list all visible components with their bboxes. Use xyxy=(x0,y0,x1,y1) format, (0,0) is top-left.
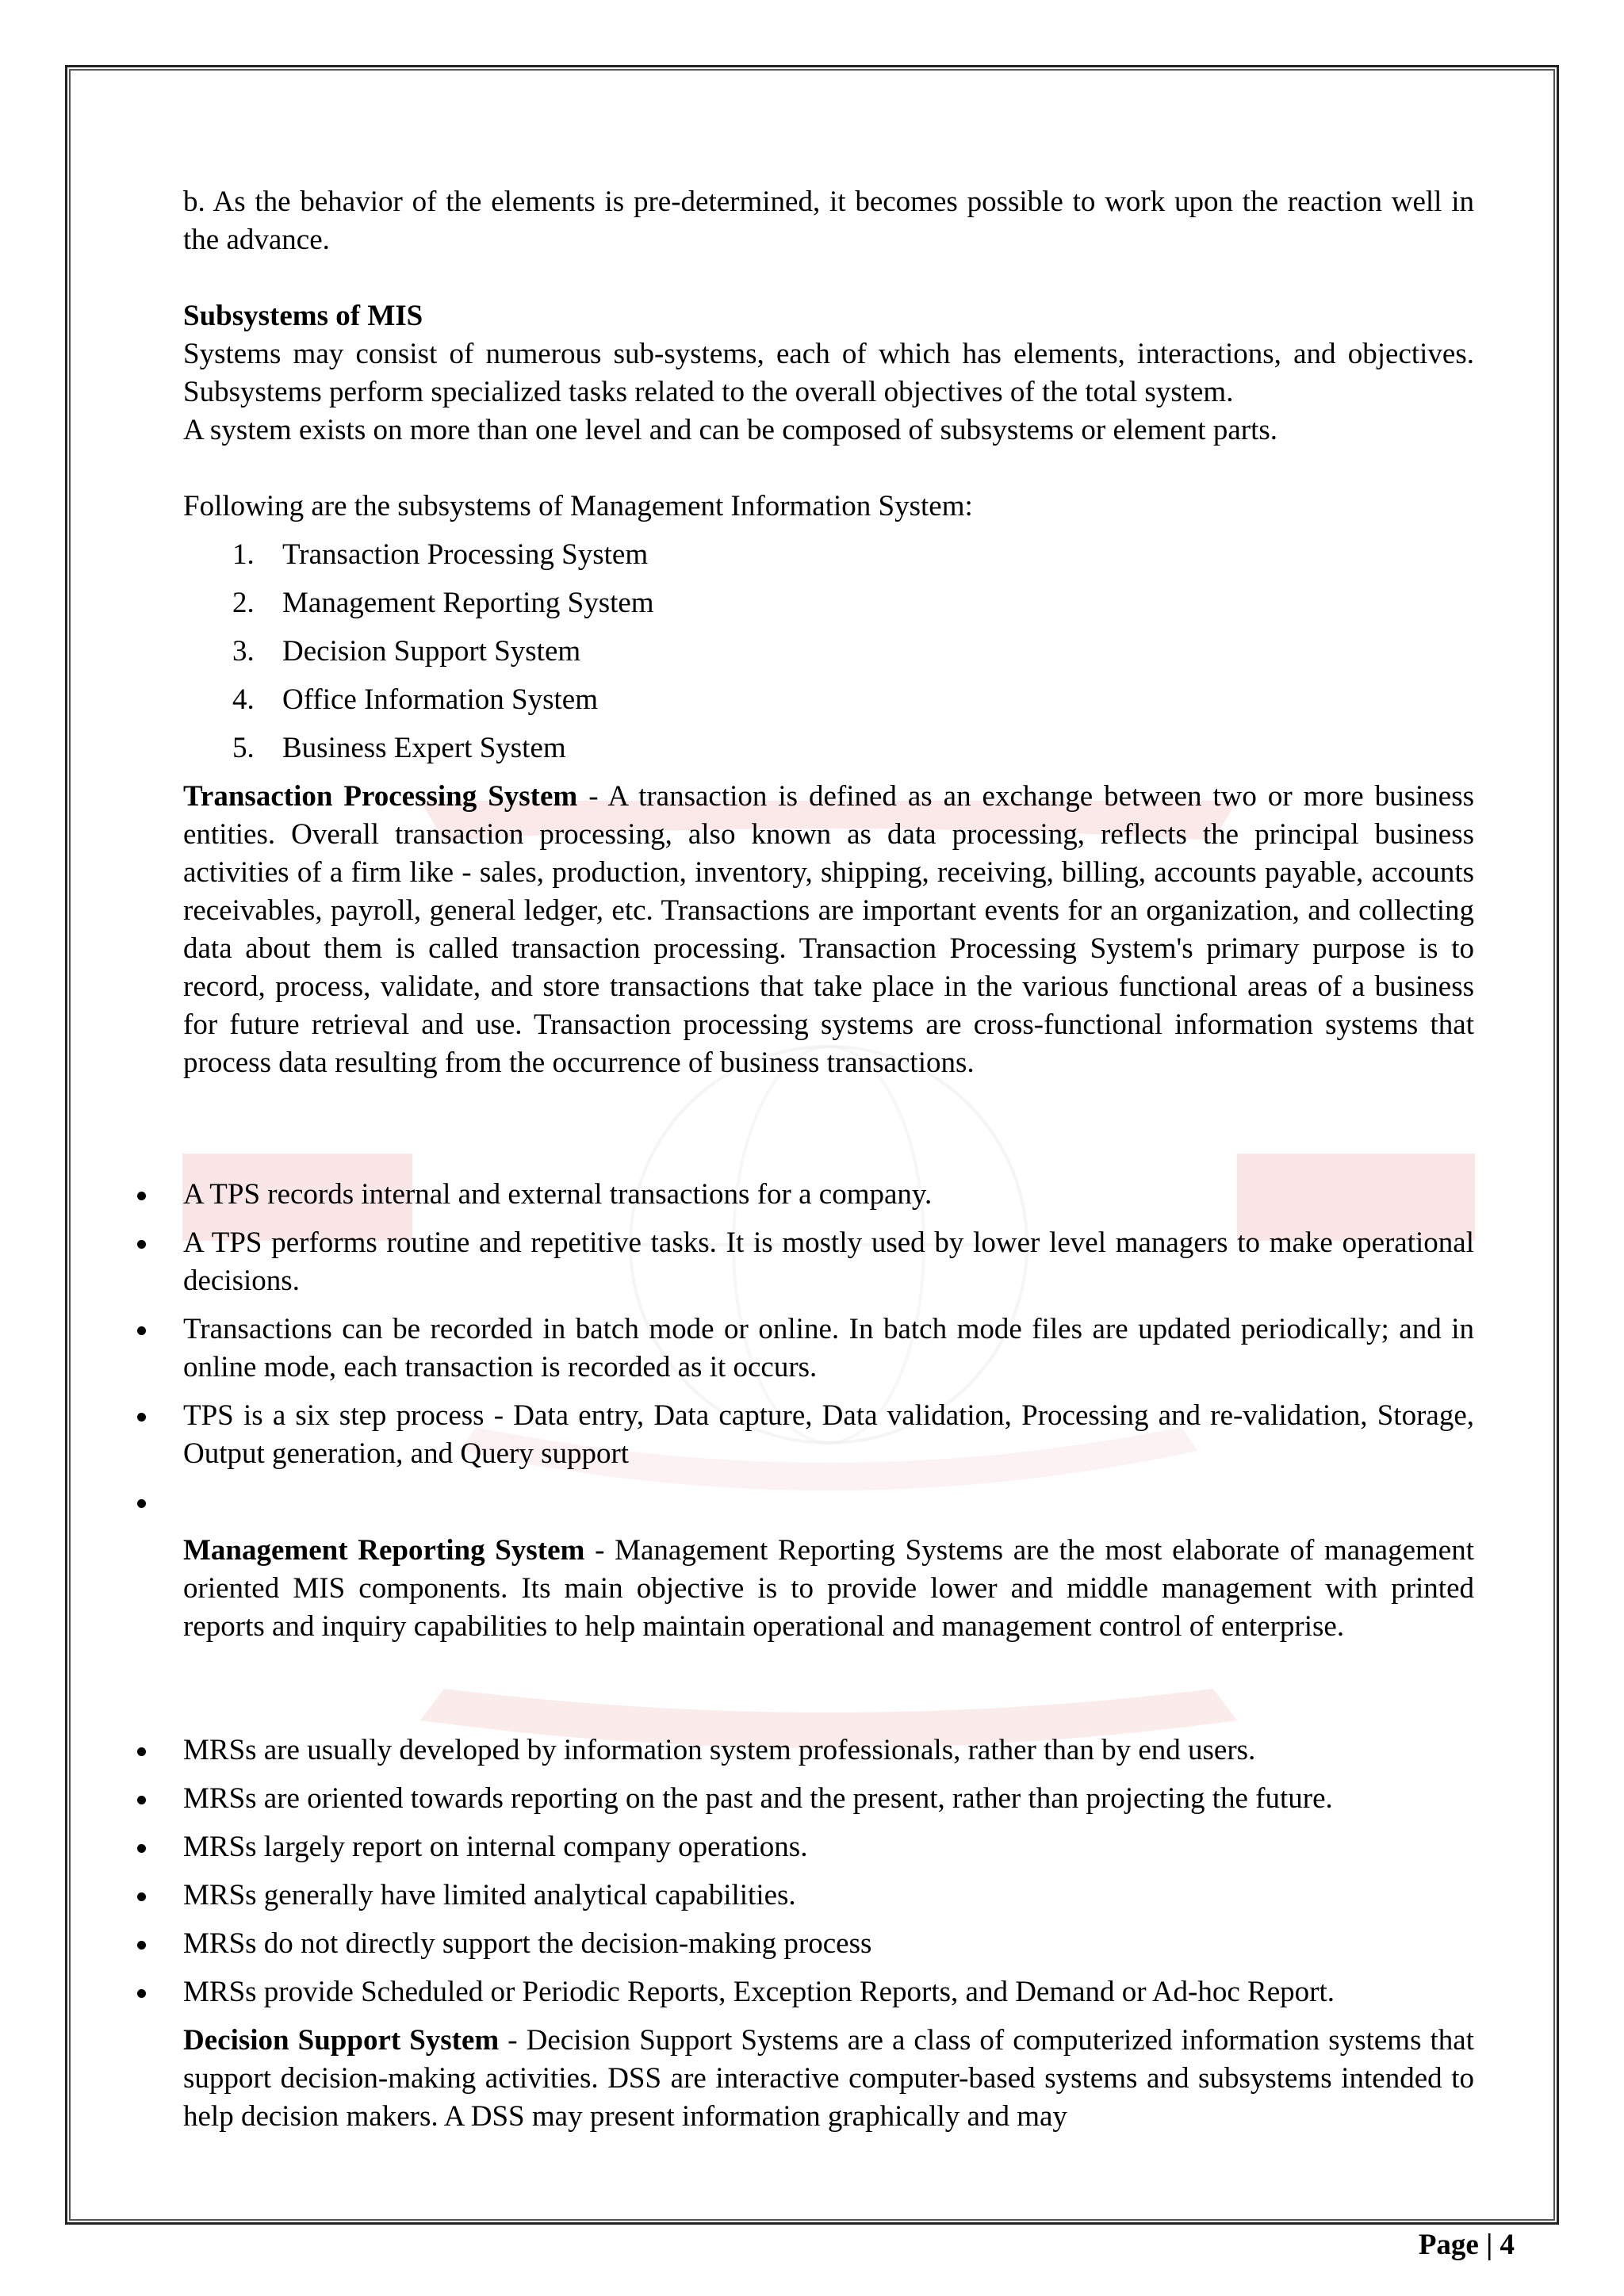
bullet-item: MRSs largely report on internal company operations. xyxy=(183,1828,1474,1866)
bullet-item: MRSs are usually developed by information system professionals, rather than by end users. xyxy=(183,1732,1474,1770)
bullet-item-empty xyxy=(183,1483,1474,1521)
list-item: 5. Business Expert System xyxy=(232,732,566,764)
bullet-item: MRSs are oriented towards reporting on the past and the present, rather than projecting the future. xyxy=(183,1780,1474,1818)
bullet-item: MRSs generally have limited analytical capabilities. xyxy=(183,1877,1474,1915)
list-intro: Following are the subsystems of Management Information System: xyxy=(183,490,973,522)
bullet-item: MRSs provide Scheduled or Periodic Reports, Exception Reports, and Demand or Ad-hoc Report. xyxy=(183,1973,1474,2011)
mrs-bullets xyxy=(183,1732,1474,2011)
page-number: Page | 4 xyxy=(1418,2229,1515,2261)
bullet-item: A TPS performs routine and repetitive tasks. It is mostly used by lower level managers to make operational decisions. xyxy=(183,1224,1474,1300)
subsystems-paragraph: Systems may consist of numerous sub-systems, each of which has elements, interactions, and objectives. Subsystems perform specialized tasks related to the overall objectives of the total system. xyxy=(183,338,1474,408)
dss-title: Decision Support System xyxy=(183,2024,500,2057)
bullet-item: Transactions can be recorded in batch mode or online. In batch mode files are updated periodically; and in online mode, each transaction is recorded as it occurs. xyxy=(183,1311,1474,1387)
mrs-paragraph: Management Reporting System - Management Reporting Systems are the most elaborate of management oriented MIS components. Its main objective is to provide lower and middle management with printed reports and inquiry capabilities to help maintain operational and management control of enterprise. xyxy=(183,1534,1474,1643)
intro-paragraph: b. As the behavior of the elements is pre-determined, it becomes possible to work upon the reaction well in the advance. xyxy=(183,186,1474,256)
dss-paragraph: Decision Support System - Decision Support Systems are a class of computerized information systems that support decision-making activities. DSS are interactive computer-based systems and subsystems intended to help decision makers. A DSS may present information graphically and may xyxy=(183,2024,1474,2133)
tps-title: Transaction Processing System xyxy=(183,780,578,813)
bullet-item: A TPS records internal and external transactions for a company. xyxy=(183,1176,1474,1214)
bullet-item: TPS is a six step process - Data entry, Data capture, Data validation, Processing and re-validation, Storage, Output generation, and Query support xyxy=(183,1397,1474,1473)
subsystems-list xyxy=(183,536,1474,767)
list-item: 3. Decision Support System xyxy=(232,635,581,668)
list-item: 2. Management Reporting System xyxy=(232,587,654,619)
section-heading: Subsystems of MIS xyxy=(183,300,423,332)
subsystems-paragraph-2: A system exists on more than one level and can be composed of subsystems or element parts. xyxy=(183,414,1278,446)
document-body xyxy=(183,183,1474,2136)
tps-paragraph: Transaction Processing System - A transaction is defined as an exchange between two or more business entities. Overall transaction processing, also known as data processing, reflects the principal business activities of a firm like - sales, production, inventory, shipping, receiving, billing, accounts payable, accounts receivables, payroll, general ledger, etc. Transactions are important events for an organization, and collecting data about them is called transaction processing. Transaction Processing System's primary purpose is to record, process, validate, and store transactions that take place in the various functional areas of a business for future retrieval and use. Transaction processing systems are cross-functional information systems that process data resulting from the occurrence of business transactions. xyxy=(183,780,1474,1079)
list-item: 4. Office Information System xyxy=(232,683,599,716)
tps-bullets xyxy=(183,1176,1474,1521)
mrs-title: Management Reporting System xyxy=(183,1534,585,1567)
list-item: 1. Transaction Processing System xyxy=(232,538,649,571)
bullet-item: MRSs do not directly support the decision-making process xyxy=(183,1925,1474,1963)
